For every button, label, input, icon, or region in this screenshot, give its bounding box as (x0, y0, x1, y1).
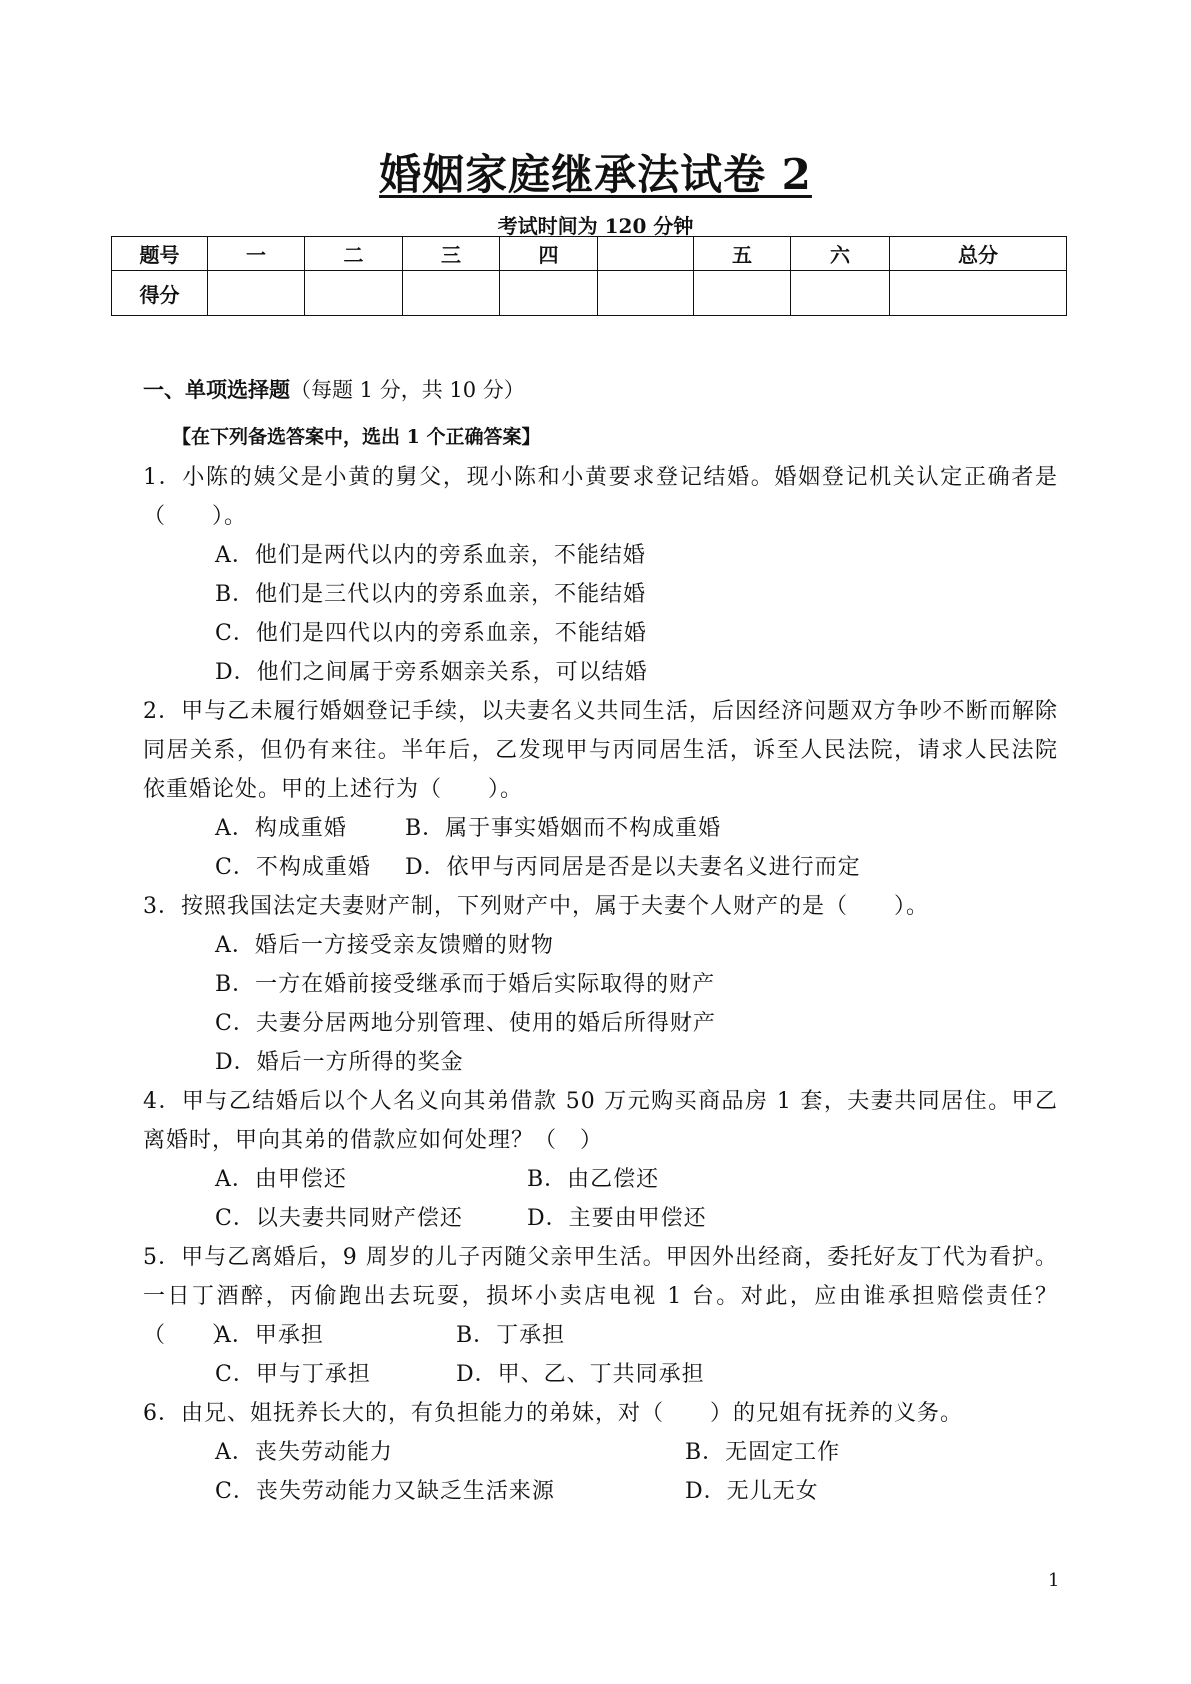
score-cell[interactable] (403, 271, 500, 316)
score-table-header-cell: 四 (500, 237, 598, 271)
question-option: B．一方在婚前接受继承而于婚后实际取得的财产 (215, 972, 716, 997)
section-instruction: 【在下列备选答案中，选出 1 个正确答案】 (172, 426, 541, 448)
question-option: B．无固定工作 (685, 1440, 841, 1465)
score-cell[interactable] (791, 271, 890, 316)
question-option: A．构成重婚 (215, 816, 347, 841)
question-stem: 6．由兄、姐抚养长大的，有负担能力的弟妹，对（ ）的兄姐有抚养的义务。 (143, 1401, 963, 1426)
score-cell[interactable] (890, 271, 1067, 316)
question-option: B．丁承担 (456, 1323, 566, 1348)
exam-title: 婚姻家庭继承法试卷 2 (379, 150, 812, 199)
exam-duration: 考试时间为 120 分钟 (497, 214, 694, 238)
question-option: A．丧失劳动能力 (215, 1440, 393, 1465)
question-option: A．由甲偿还 (215, 1167, 347, 1192)
section-points: （每题 1 分，共 10 分） (290, 378, 525, 402)
question-stem: 5．甲与乙离婚后，9 周岁的儿子丙随父亲甲生活。甲因外出经商，委托好友丁代为看护。一日丁酒醉，丙偷跑出去玩耍，损坏小卖店电视 1 台。对此，应由谁承担赔偿责任？（ ） (143, 1245, 1058, 1348)
question-option: D．甲、乙、丁共同承担 (456, 1362, 705, 1387)
score-table-row-label: 得分 (112, 271, 208, 316)
score-table-header-cell: 三 (403, 237, 500, 271)
score-table-score-row (112, 271, 1067, 316)
score-cell[interactable] (500, 271, 598, 316)
score-table-header-cell: 一 (208, 237, 305, 271)
question-option: C．丧失劳动能力又缺乏生活来源 (215, 1479, 555, 1504)
score-cell[interactable] (305, 271, 403, 316)
question-option: A．婚后一方接受亲友馈赠的财物 (215, 933, 554, 958)
question-option: A．甲承担 (215, 1323, 324, 1348)
score-table-header-cell: 总分 (890, 237, 1067, 271)
score-cell[interactable] (598, 271, 694, 316)
question-option: C．甲与丁承担 (215, 1362, 371, 1387)
question-option: C．以夫妻共同财产偿还 (215, 1206, 463, 1231)
question-stem: 4．甲与乙结婚后以个人名义向其弟借款 50 万元购买商品房 1 套，夫妻共同居住。甲乙离婚时，甲向其弟的借款应如何处理？（ ） (143, 1089, 1058, 1153)
question-option: D．无儿无女 (685, 1479, 819, 1504)
question-option: B．他们是三代以内的旁系血亲，不能结婚 (215, 582, 647, 607)
question-option: B．由乙偿还 (527, 1167, 660, 1192)
question-option: C．夫妻分居两地分别管理、使用的婚后所得财产 (215, 1011, 716, 1036)
question-stem: 1．小陈的姨父是小黄的舅父，现小陈和小黄要求登记结婚。婚姻登记机关认定正确者是（ ）。 (143, 465, 1058, 529)
question-option: D．他们之间属于旁系姻亲关系，可以结婚 (215, 660, 648, 685)
question-option: C．他们是四代以内的旁系血亲，不能结婚 (215, 621, 647, 646)
score-table-header-cell: 题号 (112, 237, 208, 271)
score-cell[interactable] (694, 271, 791, 316)
question-option: C．不构成重婚 (215, 855, 371, 880)
question-option: D．依甲与丙同居是否是以夫妻名义进行而定 (405, 855, 861, 880)
question-option: B．属于事实婚姻而不构成重婚 (405, 816, 722, 841)
page-number: 1 (1048, 1570, 1060, 1591)
question-option: D．主要由甲偿还 (527, 1206, 707, 1231)
question-stem: 2．甲与乙未履行婚姻登记手续，以夫妻名义共同生活，后因经济问题双方争吵不断而解除同居关系，但仍有来往。半年后，乙发现甲与丙同居生活，诉至人民法院，请求人民法院依重婚论处。甲的上述行为（ ）。 (143, 699, 1058, 802)
score-table-header-row (112, 237, 1067, 271)
section-title: 一、单项选择题 (143, 377, 290, 402)
section-heading (143, 374, 525, 404)
question-option: A．他们是两代以内的旁系血亲，不能结婚 (215, 543, 646, 568)
score-table-header-cell: 五 (694, 237, 791, 271)
question-option: D．婚后一方所得的奖金 (215, 1050, 464, 1075)
score-table (111, 236, 1067, 316)
score-table-header-cell (598, 237, 694, 271)
question-stem: 3．按照我国法定夫妻财产制，下列财产中，属于夫妻个人财产的是（ ）。 (143, 894, 929, 919)
score-table-header-cell: 二 (305, 237, 403, 271)
score-table-header-cell: 六 (791, 237, 890, 271)
score-cell[interactable] (208, 271, 305, 316)
